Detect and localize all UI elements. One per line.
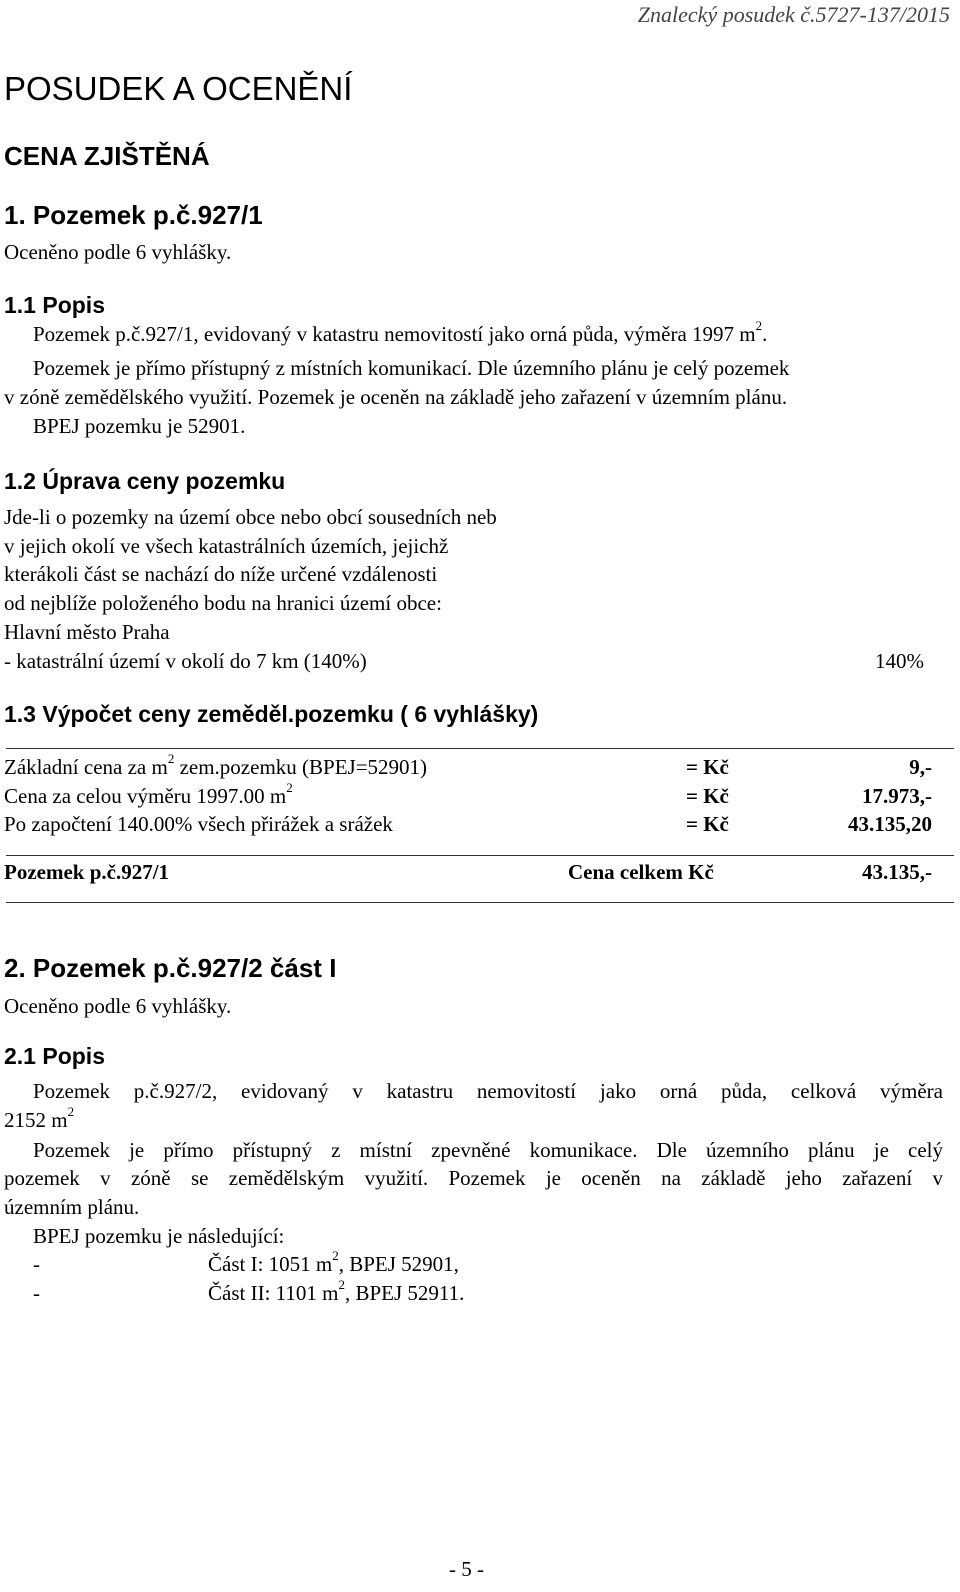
s2-popis-line-4: pozemek v zóně se zemědělským využití. Pozemek je oceněn na základě jeho zařazení v: [4, 1166, 943, 1190]
calc-row-value-1: 9,-: [909, 755, 932, 779]
s1-uprava-line-2: v jejich okolí ve všech katastrálních územích, jejichž: [4, 534, 449, 558]
total-top-rule: [6, 855, 954, 856]
s1-uprava-value: 140%: [875, 649, 924, 673]
total-bottom-rule: [6, 902, 954, 903]
total-mid-label: Cena celkem Kč: [568, 860, 714, 884]
total-value: 43.135,-: [862, 860, 932, 884]
s1-popis-line-3: v zóně zemědělského využití. Pozemek je oceněn na základě jeho zařazení v územním plánu.: [4, 385, 788, 409]
s2-method: Oceněno podle 6 vyhlášky.: [4, 994, 232, 1018]
table-top-rule: [6, 748, 954, 749]
calc-row-label-1: Základní cena za $m^2$ zem.pozemku (BPEJ=52901): [4, 751, 428, 779]
s1-uprava-line-5: Hlavní město Praha: [4, 620, 170, 644]
page-number: - 5 -: [449, 1557, 484, 1581]
calc-row-eq-2: = Kč: [686, 784, 729, 808]
s1-uprava-line-1: Jde-li o pozemky na území obce nebo obcí sousedních neb: [4, 505, 497, 529]
s2-part-1: Část I: 1051 $m^2$, BPEJ 52901,: [208, 1248, 459, 1276]
s2-part-2: Část II: 1101 $m^2$, BPEJ 52911.: [208, 1277, 465, 1305]
total-label: Pozemek p.č.927/1: [4, 860, 170, 884]
s2-popis-line-1: Pozemek p.č.927/2, evidovaný v katastru nemovitostí jako orná půda, celková výměra: [33, 1079, 943, 1103]
calc-row-value-3: 43.135,20: [848, 812, 932, 836]
calc-row-eq-1: = Kč: [686, 755, 729, 779]
page-title: POSUDEK A OCENĚNÍ: [4, 70, 353, 107]
s1-popis-heading: 1.1 Popis: [4, 292, 105, 318]
calc-row-label-3: Po započtení 140.00% všech přirážek a srážek: [4, 812, 393, 836]
document-reference: Znalecký posudek č.5727-137/2015: [637, 2, 950, 27]
s2-part-2-dash: -: [33, 1281, 40, 1305]
s2-popis-line-2: 2152 $m^2$: [4, 1104, 75, 1132]
s1-uprava-heading: 1.2 Úprava ceny pozemku: [4, 468, 286, 494]
s2-heading: 2. Pozemek p.č.927/2 část I: [4, 953, 337, 983]
s2-bpej-line: BPEJ pozemku je následující:: [33, 1224, 285, 1248]
s1-vypocet-heading: 1.3 Výpočet ceny zeměděl.pozemku ( 6 vyhlášky): [4, 701, 539, 727]
s2-popis-heading: 2.1 Popis: [4, 1043, 105, 1069]
s2-part-1-dash: -: [33, 1252, 40, 1276]
s1-heading: 1. Pozemek p.č.927/1: [4, 200, 263, 230]
section-title: CENA ZJIŠTĚNÁ: [4, 141, 210, 171]
calc-row-eq-3: = Kč: [686, 812, 729, 836]
calc-row-value-2: 17.973,-: [862, 784, 932, 808]
s2-popis-line-5: územním plánu.: [4, 1195, 140, 1219]
s1-popis-line-2: Pozemek je přímo přístupný z místních komunikací. Dle územního plánu je celý pozemek: [33, 356, 790, 380]
s2-popis-line-3: Pozemek je přímo přístupný z místní zpevněné komunikace. Dle územního plánu je celý: [33, 1138, 943, 1162]
s1-uprava-line-4: od nejblíže položeného bodu na hranici území obce:: [4, 591, 442, 615]
s1-uprava-line-3: kterákoli část se nachází do níže určené vzdálenosti: [4, 562, 438, 586]
s1-uprava-line-6: - katastrální území v okolí do 7 km (140%): [4, 649, 367, 673]
s1-method: Oceněno podle 6 vyhlášky.: [4, 240, 232, 264]
s1-popis-line-1: Pozemek p.č.927/1, evidovaný v katastru nemovitostí jako orná půda, výměra 1997 $m^2$.: [33, 318, 768, 346]
calc-row-label-2: Cena za celou výměru 1997.00 $m^2$: [4, 780, 293, 808]
s1-popis-line-4: BPEJ pozemku je 52901.: [33, 414, 246, 438]
